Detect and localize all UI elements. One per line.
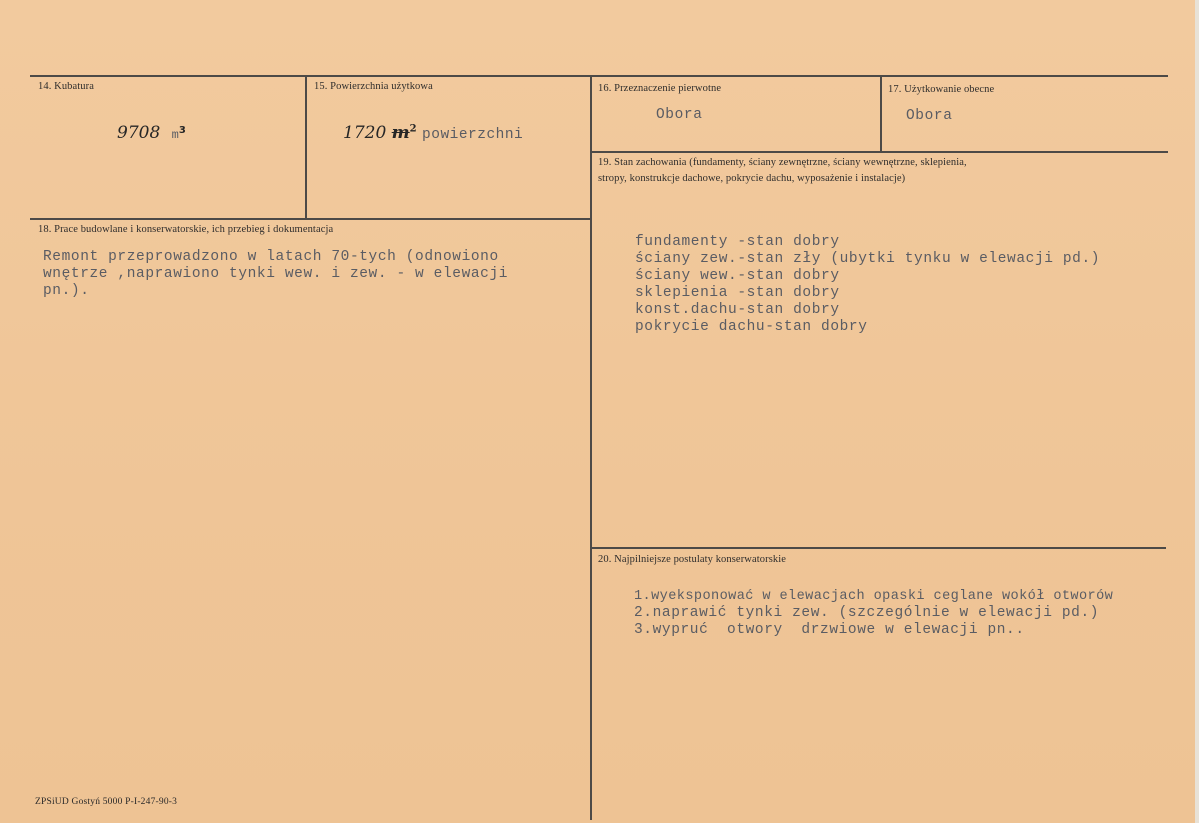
card-edge: [1195, 0, 1199, 823]
divider-16-17: [880, 75, 882, 152]
divider-main: [590, 75, 592, 820]
uzytkowanie-value: Obora: [906, 108, 953, 124]
divider-14-15: [305, 75, 307, 219]
rule-right-low: [591, 547, 1166, 549]
stan-line: pokrycie dachu-stan dobry: [635, 319, 868, 335]
powierzchnia-label: 15. Powierzchnia użytkowa: [314, 81, 433, 92]
kubatura-label: 14. Kubatura: [38, 81, 95, 92]
powierzchnia-value: [343, 123, 523, 143]
stan-line: fundamenty -stan dobry: [635, 234, 840, 250]
top-rule: [30, 75, 1168, 77]
stan-label-line1: 19. Stan zachowania (fundamenty, ściany zewnętrzne, ściany wewnętrzne, sklepienia,: [598, 157, 967, 168]
powierzchnia-unit: $m^2$: [391, 123, 417, 143]
kubatura-number: 9708: [117, 123, 161, 143]
postulaty-line: 2.naprawić tynki zew. (szczególnie w elewacji pd.): [634, 605, 1100, 621]
postulaty-line: 3.wypruć otwory drzwiowe w elewacji pn..: [634, 622, 1025, 638]
stan-label-line2: stropy, konstrukcje dachowe, pokrycie dachu, wyposażenie i instalacje): [598, 173, 906, 184]
postulaty-line: 1.wyeksponować w elewacjach opaski ceglane wokół otworów: [634, 589, 1114, 604]
stan-line: konst.dachu-stan dobry: [635, 302, 840, 318]
przeznaczenie-label: 16. Przeznaczenie pierwotne: [598, 83, 722, 94]
prace-line: Remont przeprowadzono w latach 70-tych (odnowiono: [43, 249, 499, 265]
przeznaczenie-value: Obora: [656, 107, 703, 123]
prace-line: wnętrze ,naprawiono tynki wew. i zew. - w elewacji: [43, 266, 509, 282]
uzytkowanie-label: 17. Użytkowanie obecne: [888, 84, 995, 95]
kubatura-value: [117, 123, 186, 143]
stan-line: ściany zew.-stan zły (ubytki tynku w elewacji pd.): [635, 251, 1101, 267]
powierzchnia-number: 1720: [343, 123, 387, 143]
powierzchnia-suffix: powierzchni: [422, 127, 524, 143]
postulaty-label: 20. Najpilniejsze postulaty konserwatorskie: [598, 554, 787, 565]
rule-left-mid: [30, 218, 591, 220]
prace-label: 18. Prace budowlane i konserwatorskie, ich przebieg i dokumentacja: [38, 224, 334, 235]
stan-line: sklepienia -stan dobry: [635, 285, 840, 301]
prace-line: pn.).: [43, 283, 90, 299]
kubatura-unit: $m^3$: [171, 125, 186, 142]
stan-line: ściany wew.-stan dobry: [635, 268, 840, 284]
print-imprint: ZPSiUD Gostyń 5000 P-I-247-90-3: [35, 797, 178, 807]
